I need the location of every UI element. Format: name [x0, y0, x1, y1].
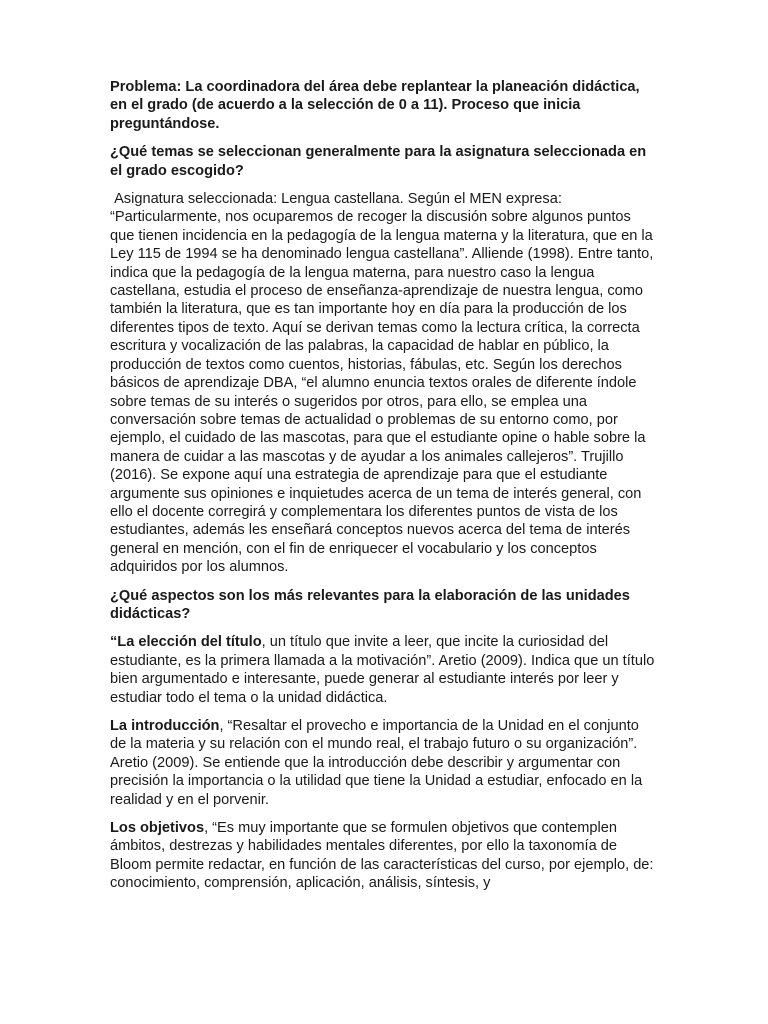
problem-statement: Problema: La coordinadora del área debe replantear la planeación didáctica, en el grado (de acuerdo a la selección de 0 a 11). Proceso que inicia preguntándose. — [110, 79, 640, 132]
document-page — [110, 78, 658, 903]
paragraph-titulo — [110, 633, 658, 707]
introduccion-text: , “Resaltar el provecho e importancia de la Unidad en el conjunto de la materia y su relación con el mundo real, el trabajo futuro o su organización”. Aretio (2009). Se entiende que la introducción debe describir y argumentar con precisión la importancia o la utilidad que tiene la Unidad a estudiar, enfocado en la realidad y en el porvenir. — [110, 718, 643, 808]
objetivos-text: , “Es muy importante que se formulen objetivos que contemplen ámbitos, destrezas y habilidades mentales diferentes, por ello la taxonomía de Bloom permite redactar, en función de las características del curso, por ejemplo, de: conocimiento, comprensión, aplicación, análisis, síntesis, y — [110, 820, 654, 892]
objetivos-lead: Los objetivos — [110, 820, 205, 837]
titulo-text: , un título que invite a leer, que incite la curiosidad del estudiante, es la primera llamada a la motivación”. Aretio (2009). Indica que un título bien argumentado e interesante, puede generar al estudiante interés por leer y estudiar todo el tema o la unidad didáctica. — [110, 634, 655, 706]
titulo-lead: “La elección del título — [110, 634, 262, 651]
paragraph-introduccion — [110, 717, 658, 809]
introduccion-lead: La introducción — [110, 718, 220, 734]
answer-topics-text: Asignatura seleccionada: Lengua castellana. Según el MEN expresa: “Particularmente, nos ocuparemos de recoger la discusión sobre algunos puntos que tienen incidencia en la pedagogía de la lengua materna y la literatura, que en la Ley 115 de 1994 se ha denominado lengua castellana”. Alliende (1998). Entre tanto, indica que la pedagogía de la lengua materna, para nuestro caso la lengua castellana, estudia el proceso de enseñanza-aprendizaje de nuestra lengua, como también la literatura, que es tan importante hoy en día para la producción de los diferentes tipos de texto. Aquí se derivan temas como la lectura crítica, la correcta escritura y vocalización de las palabras, la capacidad de hablar en público, la producción de textos como cuentos, historias, fábulas, etc. Según los derechos básicos de aprendizaje DBA, “el alumno enuncia textos orales de diferente índole sobre temas de su interés o sugeridos por otros, para ello, se emplea una conversación sobre temas de actualidad o problemas de su entorno como, por ejemplo, el cuidado de las mascotas, para que el estudiante opine o hable sobre la manera de cuidar a las mascotas y de ayudar a los animales callejeros”. Trujillo (2016). Se expone aquí una estrategia de aprendizaje para que el estudiante argumente sus opiniones e inquietudes acerca de un tema de interés general, con ello el docente corregirá y complementara los diferentes puntos de vista de los estudiantes, además les enseñará conceptos nuevos acerca del tema de interés general en mención, con el fin de enriquecer el vocabulario y los conceptos adquiridos por los alumnos. — [110, 191, 654, 576]
question-aspects: ¿Qué aspectos son los más relevantes para la elaboración de las unidades didácticas? — [110, 587, 630, 622]
paragraph-objetivos — [110, 819, 658, 893]
question-topics: ¿Qué temas se seleccionan generalmente para la asignatura seleccionada en el grado escogido? — [110, 144, 647, 179]
answer-topics — [110, 190, 658, 577]
